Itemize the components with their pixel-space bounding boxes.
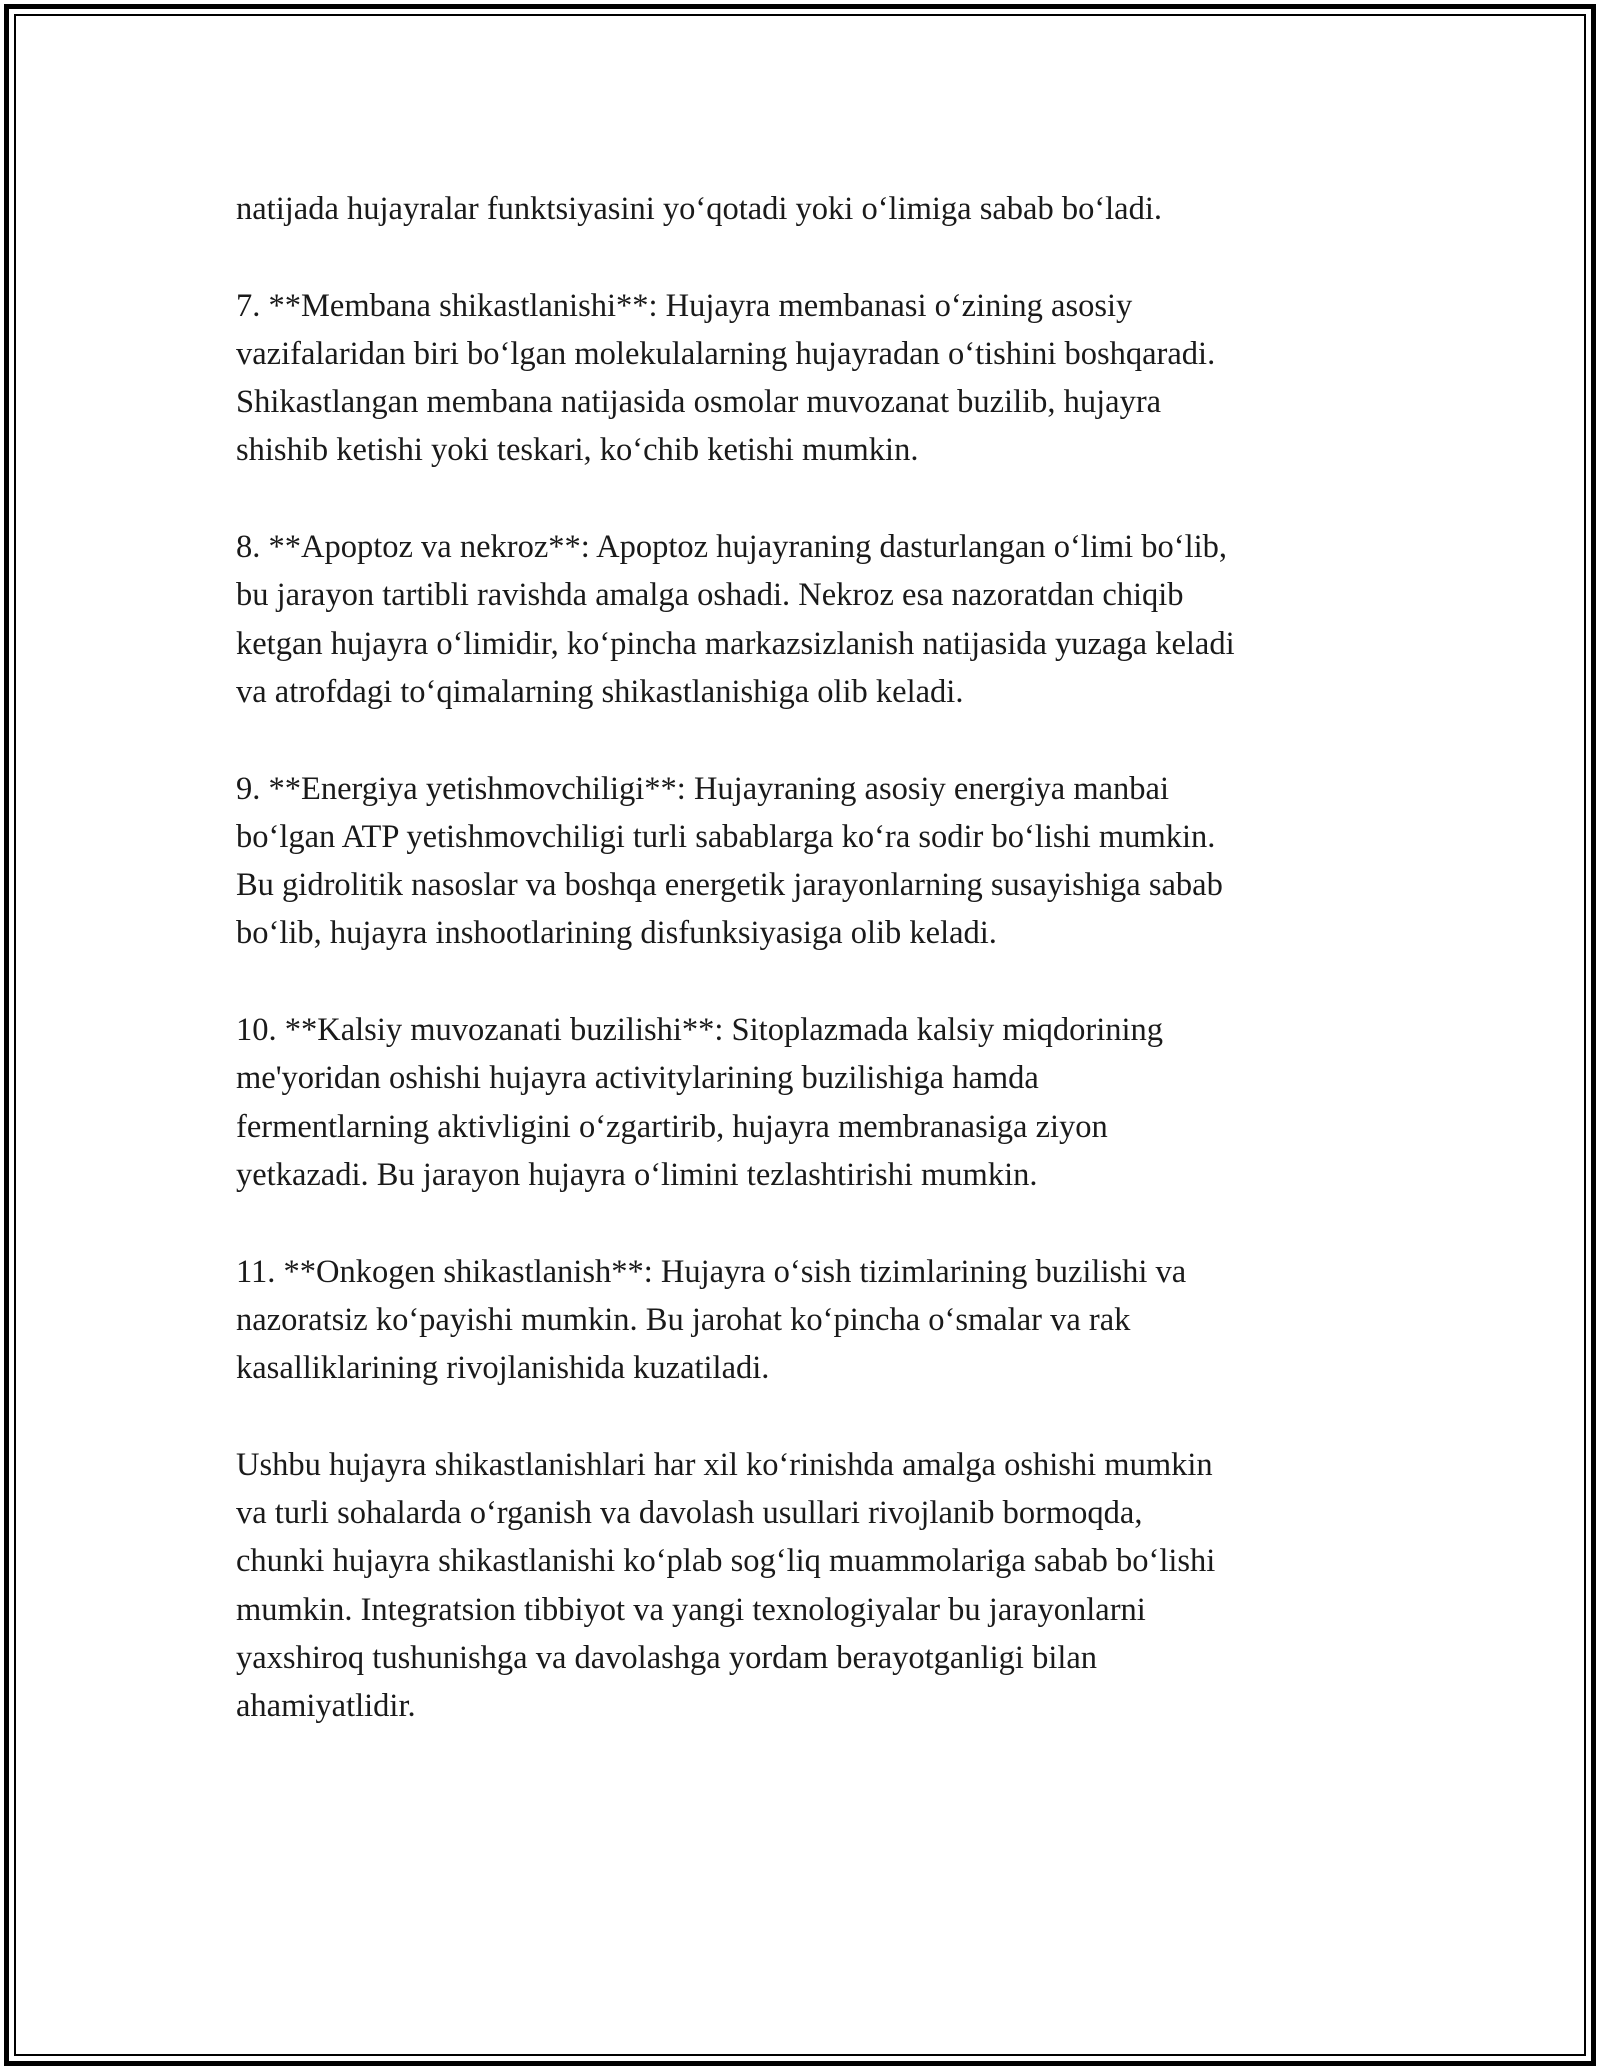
paragraph-item-8-apoptosis-necrosis: 8. **Apoptoz va nekroz**: Apoptoz hujayraning dasturlangan o‘limi bo‘lib, bu jarayon tartibli ravishda amalga oshadi. Nekroz esa nazoratdan chiqib ketgan hujayra o‘limidir, ko‘pincha markazsizlanish natijasida yuzaga keladi va atrofdagi to‘qimalarning shikastlanishiga olib keladi.	[236, 529, 1235, 710]
paragraph-item-9-energy-deficiency: 9. **Energiya yetishmovchiligi**: Hujayraning asosiy energiya manbai bo‘lgan ATP yetishmovchiligi turli sabablarga ko‘ra sodir bo‘lishi mumkin. Bu gidrolitik nasoslar va boshqa energetik jarayonlarning susayishiga sabab bo‘lib, hujayra inshootlarining disfunksiyasiga olib keladi.	[236, 770, 1223, 952]
paragraph-item-11-oncogenic-damage: 11. **Onkogen shikastlanish**: Hujayra o‘sish tizimlarining buzilishi va nazoratsiz ko‘payishi mumkin. Bu jarohat ko‘pincha o‘smalar va rak kasalliklarining rivojlanishida kuzatiladi.	[236, 1253, 1187, 1387]
paragraph-item-10-calcium-imbalance: 10. **Kalsiy muvozanati buzilishi**: Sitoplazmada kalsiy miqdorining me'yoridan oshishi hujayra activitylarining buzilishiga hamda fermentlarning aktivligini o‘zgartirib, hujayra membranasiga ziyon yetkazadi. Bu jarayon hujayra o‘limini tezlashtirishi mumkin.	[236, 1012, 1164, 1193]
paragraph-conclusion: Ushbu hujayra shikastlanishlari har xil ko‘rinishda amalga oshishi mumkin va turli sohalarda o‘rganish va davolash usullari rivojlanib bormoqda, chunki hujayra shikastlanishi ko‘plab sog‘liq muammolariga sabab bo‘lishi mumkin. Integratsion tibbiyot va yangi texnologiyalar bu jarayonlarni yaxshiroq tushunishga va davolashga yordam berayotganligi bilan ahamiyatlidir.	[236, 1446, 1216, 1725]
paragraph-continuation: natijada hujayralar funktsiyasini yo‘qotadi yoki o‘limiga sabab bo‘ladi.	[236, 191, 1163, 227]
paragraph-item-7-membrane-damage: 7. **Membana shikastlanishi**: Hujayra membanasi o‘zining asosiy vazifalaridan biri bo‘lgan molekulalarning hujayradan o‘tishini boshqaradi. Shikastlangan membana natijasida osmolar muvozanat buzilib, hujayra shishib ketishi yoki teskari, ko‘chib ketishi mumkin.	[236, 287, 1216, 469]
document-body	[236, 185, 1396, 1779]
